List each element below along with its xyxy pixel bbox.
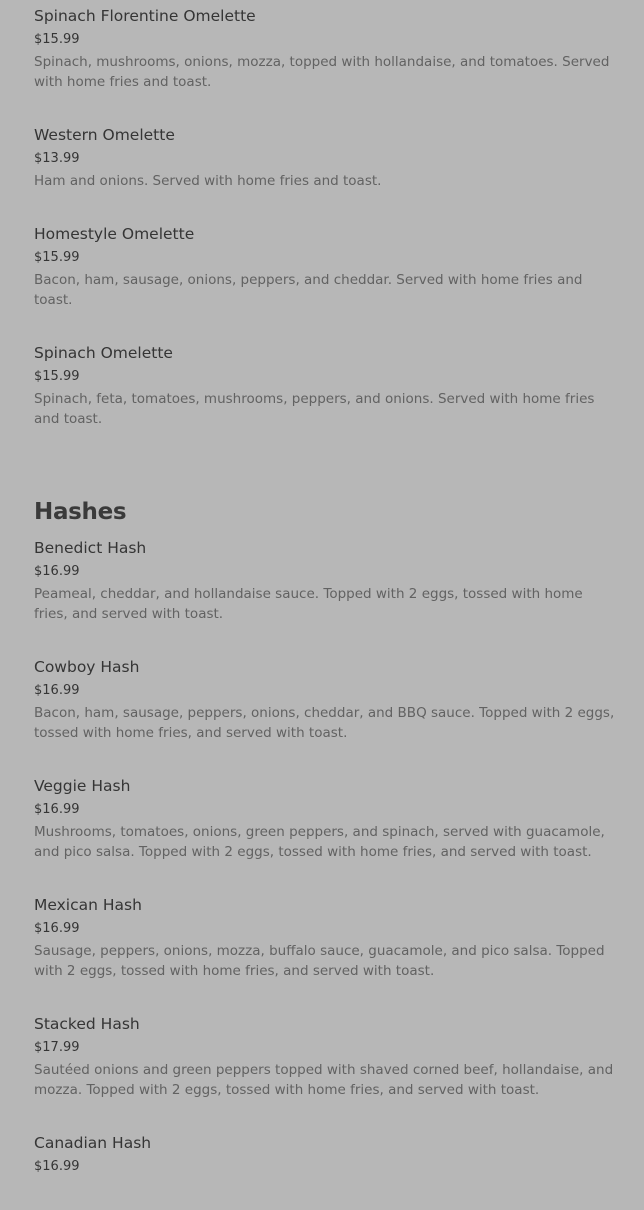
item-name: Mexican Hash [34,896,142,914]
menu-item[interactable] [34,774,618,862]
item-description: Bacon, ham, sausage, peppers, onions, cheddar, and BBQ sauce. Topped with 2 eggs, tossed with home fries, and served with toast. [34,705,615,741]
menu-item[interactable] [34,4,618,92]
item-description: Mushrooms, tomatoes, onions, green peppers, and spinach, served with guacamole, and pico salsa. Topped with 2 eggs, tossed with home fries, and served with toast. [34,824,605,860]
menu-item[interactable] [34,123,618,191]
item-name: Benedict Hash [34,539,147,557]
item-price: $15.99 [34,369,80,384]
section-title: Hashes [34,499,127,525]
item-name: Veggie Hash [34,777,131,795]
menu-item[interactable] [34,536,618,624]
item-description: Sausage, peppers, onions, mozza, buffalo sauce, guacamole, and pico salsa. Topped with 2 eggs, tossed with home fries, and served with toast. [34,943,605,979]
menu-item[interactable] [34,893,618,981]
item-description: Ham and onions. Served with home fries and toast. [34,173,382,189]
item-name: Spinach Omelette [34,344,173,362]
menu-list [34,4,618,1210]
menu-item[interactable] [34,655,618,743]
item-name: Spinach Florentine Omelette [34,7,256,25]
item-price: $16.99 [34,921,80,936]
item-description: Sautéed onions and green peppers topped with shaved corned beef, hollandaise, and mozza. Topped with 2 eggs, tossed with home fries, and served with toast. [34,1062,614,1098]
section-spacer [34,460,618,497]
item-description: Peameal, cheddar, and hollandaise sauce. Topped with 2 eggs, tossed with home fries, and served with toast. [34,586,583,622]
menu-item[interactable] [34,1012,618,1100]
item-price: $16.99 [34,1159,80,1174]
item-price: $16.99 [34,683,80,698]
menu-section-hashes [34,497,618,1179]
menu-section-omelettes [34,4,618,429]
item-description: Bacon, ham, sausage, onions, peppers, and cheddar. Served with home fries and toast. [34,272,583,308]
item-price: $15.99 [34,250,80,265]
menu-item[interactable] [34,222,618,310]
item-name: Stacked Hash [34,1015,140,1033]
item-price: $16.99 [34,564,80,579]
item-price: $17.99 [34,1040,80,1055]
item-price: $15.99 [34,32,80,47]
item-description: Spinach, feta, tomatoes, mushrooms, peppers, and onions. Served with home fries and toast. [34,391,595,427]
item-description: Spinach, mushrooms, onions, mozza, topped with hollandaise, and tomatoes. Served with home fries and toast. [34,54,610,90]
item-name: Canadian Hash [34,1134,152,1152]
item-price: $13.99 [34,151,80,166]
menu-item[interactable] [34,341,618,429]
item-name: Cowboy Hash [34,658,140,676]
menu-item[interactable] [34,1131,618,1179]
item-price: $16.99 [34,802,80,817]
item-name: Homestyle Omelette [34,225,195,243]
item-name: Western Omelette [34,126,175,144]
